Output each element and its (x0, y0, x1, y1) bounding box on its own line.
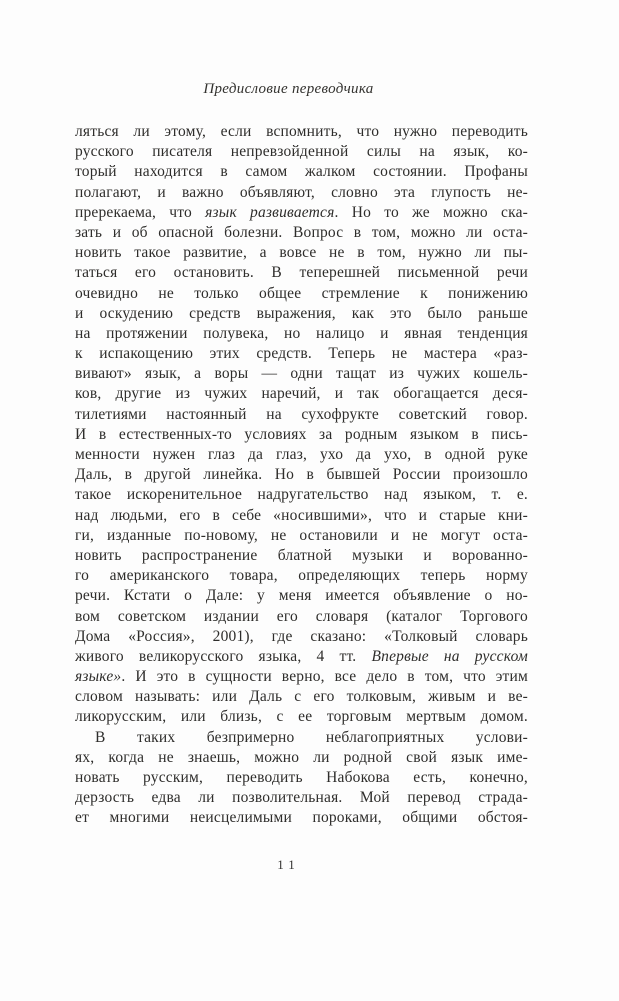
text-line: русского писателя непревзойденной силы на язык, ко- (75, 143, 528, 161)
page-number: 11 (277, 857, 300, 872)
text-line: В таких безпримерно неблагоприятных услови- (95, 728, 528, 746)
text-line: новить такое развитие, а вовсе не в том, нужно ли пы- (75, 244, 528, 262)
text-line: полагают, и важно объявляют, словно эта глупость не- (75, 183, 528, 201)
text-line: такое искоренительное надругательство над языком, т. е. (75, 486, 528, 504)
text-line: на протяжении полувека, но налицо и явная тенденция (75, 324, 528, 342)
text-line: ляться ли этому, если вспомнить, что нужно переводить (75, 123, 528, 140)
text-line: менности нужен глаз да глаз, ухо да ухо, в одной руке (75, 446, 528, 463)
text-line: и оскудению средств выражения, как это было раньше (75, 304, 528, 322)
text-line: дерзость едва ли позволительная. Мой перевод страда- (75, 789, 528, 807)
text-line: торый находится в самом жалком состоянии. Профаны (75, 163, 528, 181)
text-line: над людьми, его в себе «носившими», что и старые кни- (75, 506, 528, 524)
text-line: речи. Кстати о Дале: у меня имеется объявление о но- (75, 587, 528, 605)
text-line: ков, другие из чужих наречий, и так обогащается деся- (75, 385, 528, 403)
text-line: тилетиями настоянный на сухофрукте советский говор. (75, 405, 528, 423)
text-line: ликорусским, или близь, с ее торговым мертвым домом. (75, 708, 528, 726)
text-line: вивают» язык, а воры — одни тащат из чужих кошель- (75, 365, 528, 383)
page-body (75, 122, 528, 829)
text-line: ет многими неисцелимыми пороками, общими обстоя- (75, 809, 528, 827)
text-line: ги, изданные по-новому, не остановили и не могут оста- (75, 526, 528, 544)
text-line: очевидно не только общее стремление к понижению (75, 284, 528, 302)
text-line: зать и об опасной болезни. Вопрос в том, можно ли оста- (75, 223, 528, 241)
text-line: И в естественных-то условиях за родным языком в пись- (75, 425, 528, 443)
text-line: новить распространение блатной музыки и ворованно- (75, 546, 528, 564)
running-header: Предисловие переводчика (203, 81, 374, 97)
text-line: таться его остановить. В теперешней письменной речи (75, 264, 528, 282)
text-line: пререкаема, что язык развивается. Но то же можно ска- (75, 203, 528, 221)
text-line: словом называть: или Даль с его толковым, живым и ве- (75, 688, 528, 706)
text-line: Даль, в другой линейка. Но в бывшей России произошло (75, 466, 528, 484)
text-line: к испакощению этих средств. Теперь не мастера «раз- (75, 345, 528, 363)
text-line: вом советском издании его словаря (каталог Торгового (75, 607, 528, 625)
paragraph (75, 728, 528, 829)
text-line: живого великорусского языка, 4 тт. Впервые на русском (75, 647, 529, 665)
text-line: новать русским, переводить Набокова есть, конечно, (75, 769, 528, 786)
text-line: ях, когда не знаешь, можно ли родной свой язык име- (75, 748, 528, 766)
text-line: го американского товара, определяющих теперь норму (75, 567, 528, 585)
text-line: Дома «Россия», 2001), где сказано: «Толковый словарь (75, 627, 528, 645)
paragraph (75, 122, 528, 728)
text-line: языке». И это в сущности верно, все дело в том, что этим (75, 668, 528, 686)
